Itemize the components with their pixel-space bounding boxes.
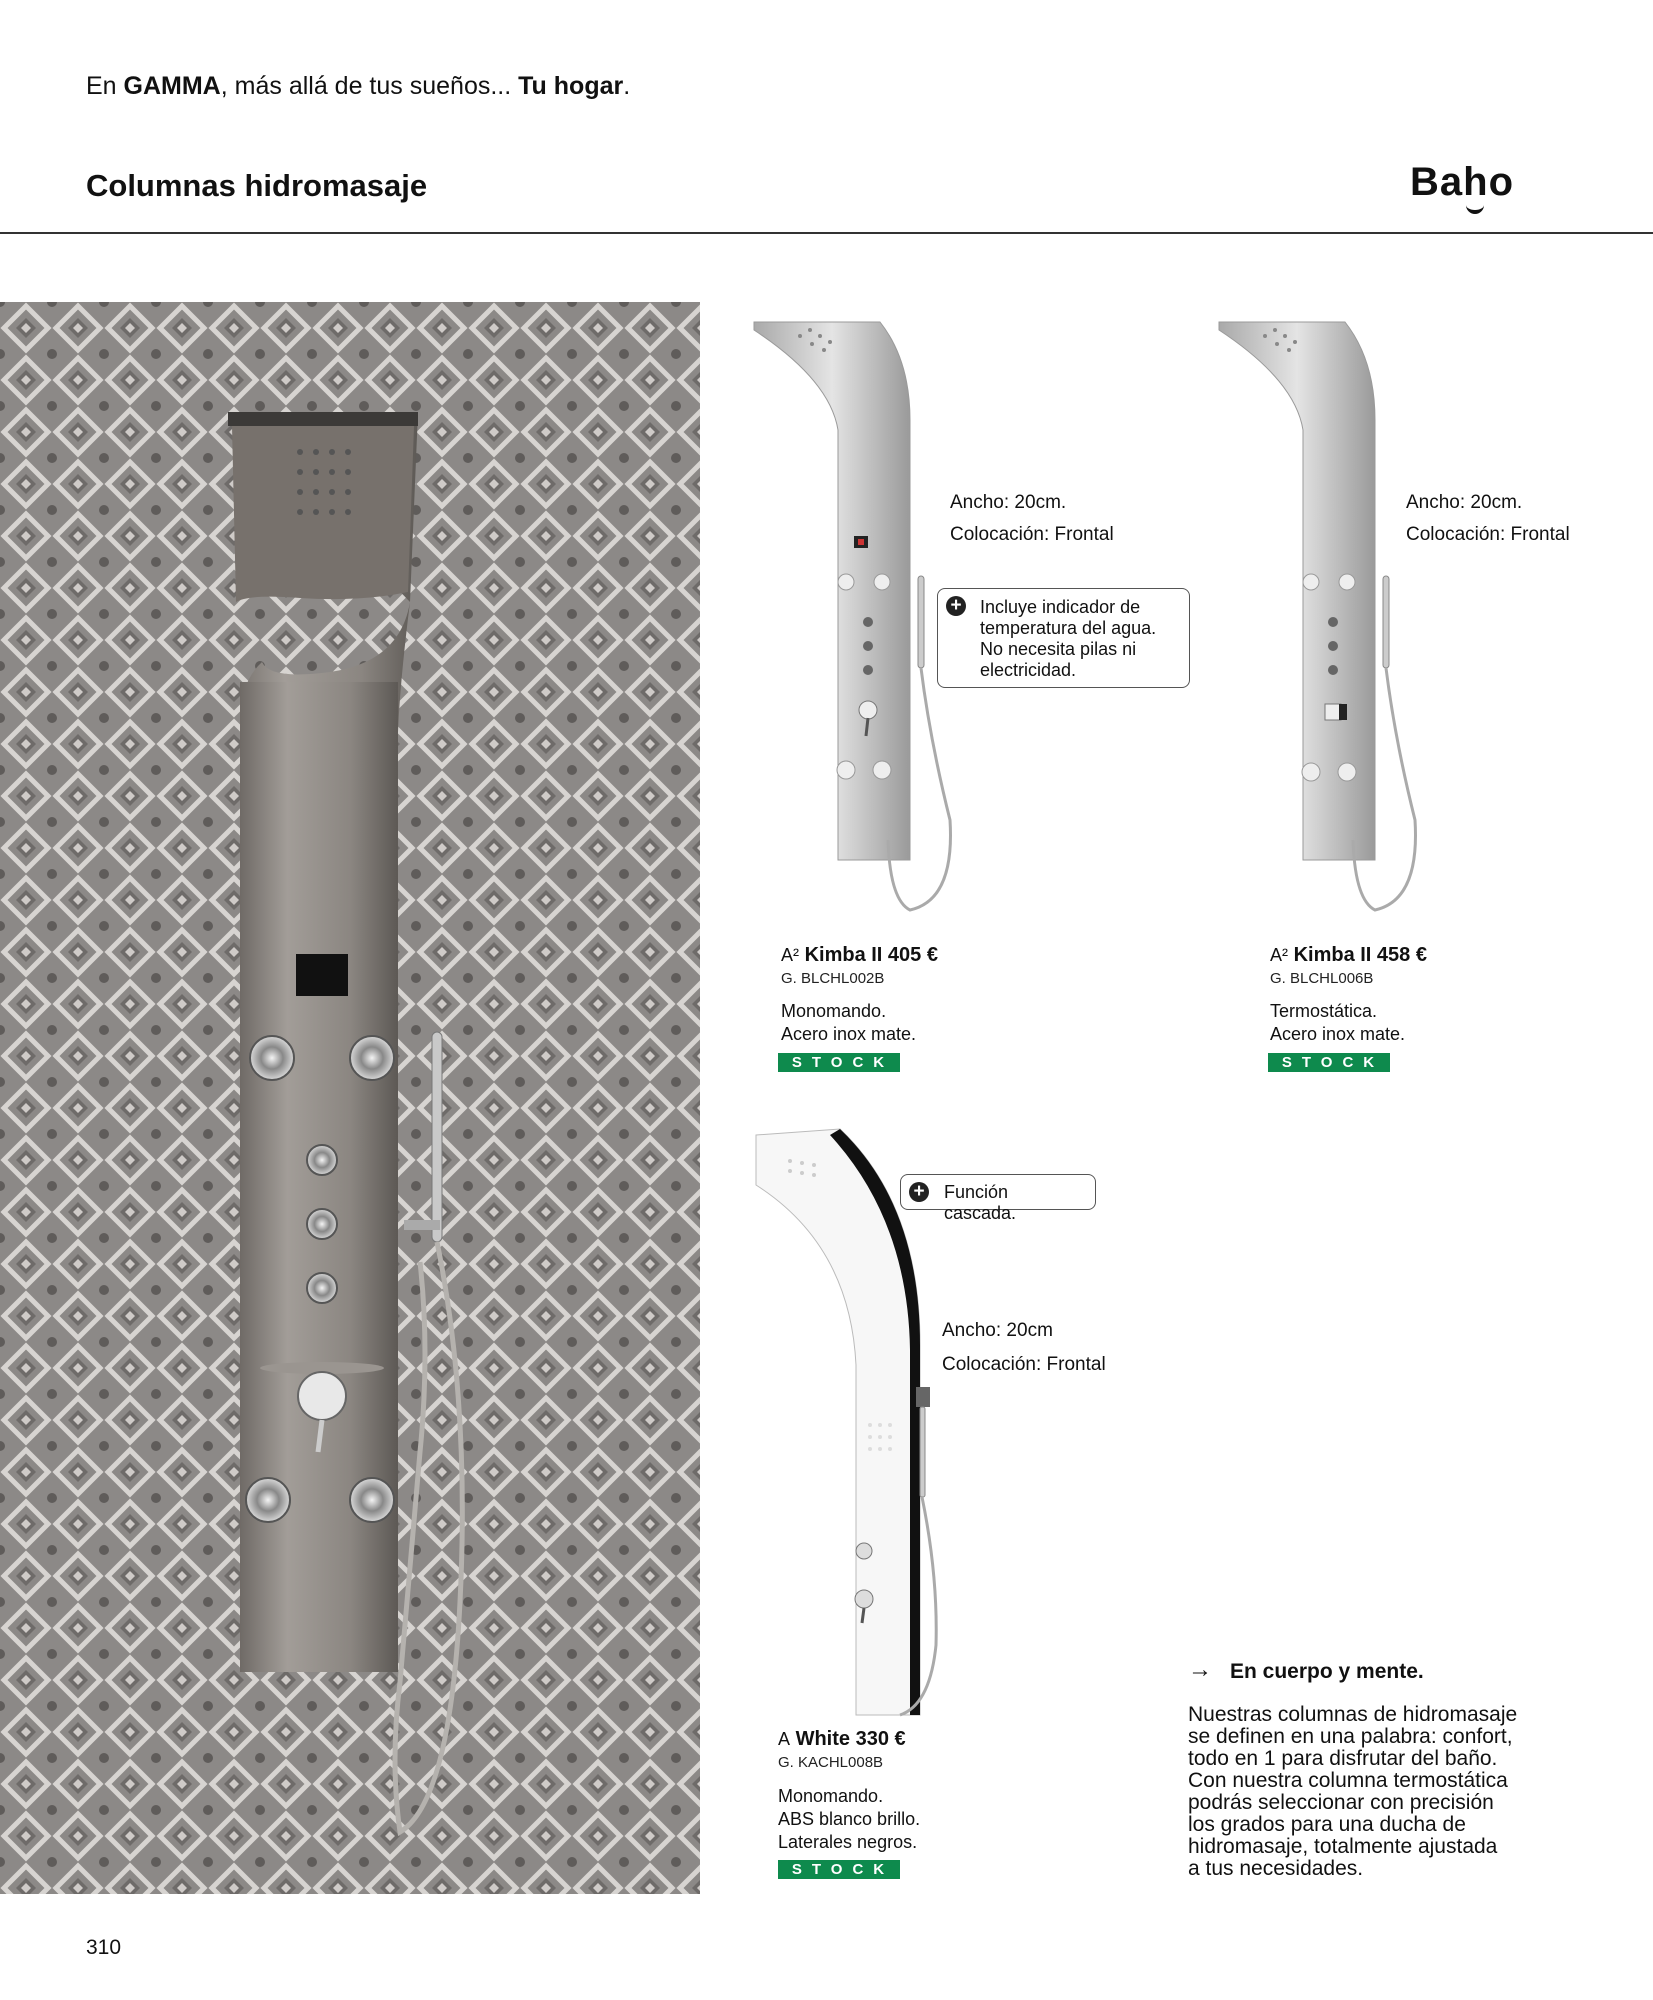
placement-spec: Colocación: Frontal [1406,524,1570,545]
product-image-kimba-458 [1205,300,1425,920]
stock-badge: STOCK [778,1053,900,1072]
placement-spec: Colocación: Frontal [950,524,1114,545]
section-title: Columnas hidromasaje [86,168,428,203]
promo-title: En cuerpo y mente. [1230,1660,1424,1683]
promo-text: Nuestras columnas de hidromasaje se definen en una palabra: confort, todo en 1 para disfrutar del baño. Con nuestra columna termostática podrás seleccionar con precisión los grados para una ducha de hidromasaje, totalmente ajustada a tus necesidades. [1188,1703,1518,1880]
page-number: 310 [86,1936,122,1959]
product-description: Monomando. Acero inox mate. [781,1001,917,1044]
feature-note: + Función cascada. [900,1174,1096,1210]
energy-grade: A [778,1729,791,1749]
placement-spec: Colocación: Frontal [942,1354,1106,1375]
product-code: G. BLCHL002B [781,970,885,987]
shower-column-photo [0,302,700,1894]
product-price: A² Kimba II 405 € [781,944,938,966]
width-spec: Ancho: 20cm. [1406,492,1523,513]
tagline: En GAMMA, más allá de tus sueños... Tu hogar. [86,72,631,100]
product-description: Termostática. Acero inox mate. [1270,1001,1406,1044]
brand-logo-smile [1466,200,1484,214]
energy-grade: A² [1270,945,1288,965]
brand-logo: Baho [1410,160,1514,204]
stock-badge: STOCK [1268,1053,1390,1072]
product-code: G. BLCHL006B [1270,970,1374,987]
product-price: A² Kimba II 458 € [1270,944,1427,966]
energy-grade: A² [781,945,799,965]
width-spec: Ancho: 20cm. [950,492,1067,513]
product-description: Monomando. ABS blanco brillo. Laterales negros. [778,1786,921,1852]
width-spec: Ancho: 20cm [942,1320,1053,1341]
product-image-kimba-405 [740,300,960,920]
feature-note: + Incluye indicador de temperatura del agua. No necesita pilas ni electricidad. [937,588,1190,688]
plus-circle-icon: + [909,1182,929,1202]
product-price: A White 330 € [778,1728,906,1750]
stock-badge: STOCK [778,1860,900,1879]
product-image-white-330 [750,1125,950,1745]
product-code: G. KACHL008B [778,1754,884,1771]
plus-circle-icon: + [946,596,966,616]
arrow-right-icon: → [1188,1656,1212,1683]
header-divider [0,232,1653,234]
